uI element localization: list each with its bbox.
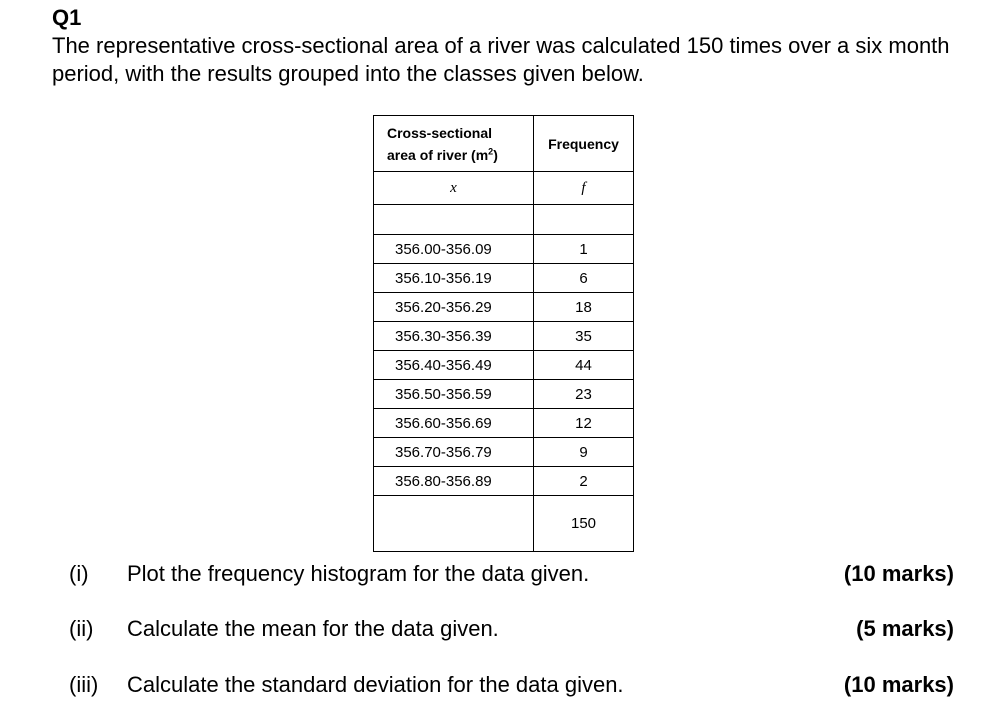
blank-cell — [374, 205, 534, 235]
symbol-x: x — [374, 172, 534, 205]
class-range: 356.60-356.69 — [374, 409, 534, 438]
symbol-f: f — [534, 172, 634, 205]
part-marks: (10 marks) — [843, 561, 954, 586]
class-range: 356.00-356.09 — [374, 235, 534, 264]
part-number: (i) — [69, 561, 89, 586]
frequency-table — [373, 115, 634, 552]
class-range: 356.70-356.79 — [374, 438, 534, 467]
header-frequency: Frequency — [534, 116, 634, 172]
header-cross-sectional-area — [374, 116, 534, 172]
class-range: 356.50-356.59 — [374, 380, 534, 409]
class-frequency: 1 — [534, 235, 634, 264]
class-range: 356.30-356.39 — [374, 322, 534, 351]
table-total-row — [374, 496, 634, 552]
class-frequency: 2 — [534, 467, 634, 496]
header-col1-superscript: 2 — [488, 145, 494, 156]
header-col1-line1: Cross-sectional — [387, 124, 493, 141]
class-frequency: 35 — [534, 322, 634, 351]
table-row — [374, 235, 634, 264]
table-row — [374, 351, 634, 380]
part-marks: (5 marks) — [856, 616, 954, 641]
blank-cell — [534, 205, 634, 235]
header-col1-line2: area of river (m — [387, 146, 489, 163]
class-frequency: 9 — [534, 438, 634, 467]
class-frequency: 18 — [534, 293, 634, 322]
table-row — [374, 409, 634, 438]
class-frequency: 23 — [534, 380, 634, 409]
header-col1-close: ) — [493, 146, 498, 163]
table-row — [374, 438, 634, 467]
part-number: (iii) — [69, 672, 99, 697]
table-symbol-row — [374, 172, 634, 205]
table-row — [374, 467, 634, 496]
part-text: Calculate the standard deviation for the data given. — [127, 672, 624, 697]
table-header-row — [374, 116, 634, 172]
total-label-cell — [374, 496, 534, 552]
table-row — [374, 293, 634, 322]
class-range: 356.20-356.29 — [374, 293, 534, 322]
part-iii — [0, 670, 1002, 700]
part-text: Plot the frequency histogram for the data given. — [127, 561, 590, 586]
total-frequency: 150 — [534, 496, 634, 552]
part-ii — [0, 614, 1002, 644]
table-blank-row — [374, 205, 634, 235]
class-frequency: 12 — [534, 409, 634, 438]
question-number: Q1 — [52, 5, 82, 30]
class-range: 356.40-356.49 — [374, 351, 534, 380]
class-range: 356.80-356.89 — [374, 467, 534, 496]
table-row — [374, 264, 634, 293]
question-intro: The representative cross-sectional area of a river was calculated 150 times over a six month period, with the results grouped into the classes given below. — [52, 33, 950, 86]
table-row — [374, 322, 634, 351]
part-marks: (10 marks) — [843, 672, 954, 697]
part-i — [0, 559, 1002, 589]
table-row — [374, 380, 634, 409]
class-frequency: 6 — [534, 264, 634, 293]
class-frequency: 44 — [534, 351, 634, 380]
class-range: 356.10-356.19 — [374, 264, 534, 293]
part-number: (ii) — [69, 616, 94, 641]
part-text: Calculate the mean for the data given. — [127, 616, 499, 641]
